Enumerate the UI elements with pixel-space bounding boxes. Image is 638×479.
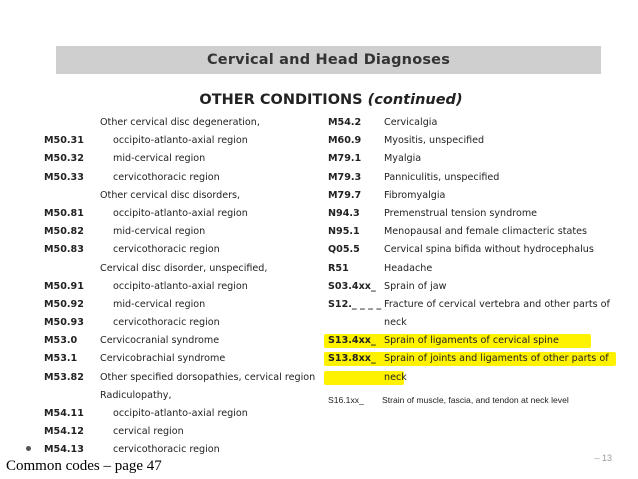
description-cell: Myalgia <box>384 153 422 165</box>
code-row <box>328 241 620 259</box>
code-row <box>328 114 620 132</box>
code-cell <box>44 260 100 278</box>
description-cell: Other cervical disc degeneration, <box>100 117 260 128</box>
code-row <box>44 223 334 241</box>
description-cell: Cervicocranial syndrome <box>100 335 220 347</box>
code-cell: R51 <box>328 262 349 274</box>
description-cell: occipito-atlanto-axial region <box>113 280 248 292</box>
code-row <box>328 223 620 241</box>
code-row <box>44 314 334 332</box>
description-cell: Other cervical disc disorders, <box>100 189 241 201</box>
description-cell: Premenstrual tension syndrome <box>384 207 538 219</box>
code-row <box>328 332 620 350</box>
code-cell: S12._ _ _ _ <box>328 298 382 310</box>
description-cell: cervicothoracic region <box>113 171 220 183</box>
document-page <box>42 34 620 456</box>
code-cell: M79.1 <box>328 153 362 165</box>
banner-title: Cervical and Head Diagnoses <box>56 46 601 74</box>
description-cell: Sprain of ligaments of cervical spine <box>384 335 559 347</box>
code-row <box>44 441 334 459</box>
description-cell: Myositis, unspecified <box>384 135 485 147</box>
code-cell: M54.11 <box>44 408 84 419</box>
description-cell: occipito-atlanto-axial region <box>113 408 248 419</box>
code-cell <box>328 314 384 332</box>
description-cell: cervicothoracic region <box>113 444 220 456</box>
code-cell: M50.81 <box>44 207 84 219</box>
code-cell <box>44 114 100 132</box>
code-cell: M50.93 <box>44 317 84 329</box>
description-cell: Other specified dorsopathies, cervical region <box>100 371 316 383</box>
description-cell: occipito-atlanto-axial region <box>113 207 248 219</box>
code-cell: Q05.5 <box>328 244 360 256</box>
left-column <box>44 114 334 460</box>
code-row <box>328 260 620 278</box>
description-cell: Cervicalgia <box>384 117 438 128</box>
description-cell: Cervicobrachial syndrome <box>100 353 226 365</box>
page-number-value: 13 <box>601 453 612 463</box>
description-cell: Sprain of joints and ligaments of other parts of <box>384 353 609 365</box>
code-cell: S03.4xx_ <box>328 280 376 292</box>
bullet-dot <box>26 446 31 451</box>
code-row <box>44 114 334 132</box>
code-row <box>44 332 334 350</box>
code-row <box>44 150 334 168</box>
description-cell: occipito-atlanto-axial region <box>113 135 248 147</box>
code-row <box>328 187 620 205</box>
code-cell: M50.32 <box>44 153 84 165</box>
code-cell: M50.83 <box>44 244 84 256</box>
code-cell: M54.13 <box>44 444 84 456</box>
code-cell: M50.33 <box>44 171 84 183</box>
description-cell: Cervical disc disorder, unspecified, <box>100 262 268 274</box>
description-cell: Fibromyalgia <box>384 189 446 201</box>
code-cell: M50.82 <box>44 226 84 238</box>
description-cell: mid-cervical region <box>113 226 206 238</box>
code-row <box>328 169 620 187</box>
code-cell: N95.1 <box>328 226 360 238</box>
code-row <box>328 205 620 223</box>
code-row <box>328 278 620 296</box>
code-cell <box>44 387 100 405</box>
code-row <box>44 205 334 223</box>
code-row <box>44 423 334 441</box>
code-cell: M54.2 <box>328 117 362 128</box>
code-row <box>44 278 334 296</box>
code-cell: M79.3 <box>328 171 362 183</box>
section-title-main: OTHER CONDITIONS <box>199 92 363 108</box>
slide-caption: Common codes – page 47 <box>6 458 162 474</box>
slide-frame <box>12 32 626 463</box>
code-cell <box>328 369 384 387</box>
description-cell: Radiculopathy, <box>100 389 172 401</box>
description-cell: mid-cervical region <box>113 298 206 310</box>
description-cell: Headache <box>384 262 433 274</box>
description-cell: Panniculitis, unspecified <box>384 171 500 183</box>
code-row <box>44 260 334 278</box>
code-cell: S13.4xx_ <box>328 335 376 347</box>
added-code-row <box>328 391 620 409</box>
description-cell: cervicothoracic region <box>113 244 220 256</box>
description-cell: Strain of muscle, fascia, and tendon at neck level <box>382 394 569 405</box>
code-row <box>44 132 334 150</box>
section-title-subtitle: (continued) <box>367 92 463 108</box>
code-cell: M60.9 <box>328 135 362 147</box>
code-row <box>44 350 334 368</box>
description-cell: Sprain of jaw <box>384 280 447 292</box>
description-cell: neck <box>384 371 407 383</box>
page-number <box>594 453 612 463</box>
code-row <box>44 296 334 314</box>
code-cell: M50.31 <box>44 135 84 147</box>
section-title <box>42 92 620 108</box>
description-cell: Menopausal and female climacteric states <box>384 226 587 238</box>
code-row <box>44 169 334 187</box>
code-row <box>328 314 620 332</box>
description-cell: cervicothoracic region <box>113 317 220 329</box>
code-row <box>328 132 620 150</box>
code-row <box>44 369 334 387</box>
description-cell: cervical region <box>113 426 184 438</box>
description-cell: Cervical spina bifida without hydrocephalus <box>384 244 594 256</box>
code-cell: M79.7 <box>328 189 362 201</box>
code-cell: M53.1 <box>44 353 78 365</box>
code-row <box>44 241 334 259</box>
description-cell: Fracture of cervical vertebra and other parts of <box>384 298 610 310</box>
right-column <box>328 114 620 409</box>
code-cell: M54.12 <box>44 426 84 438</box>
code-row <box>44 405 334 423</box>
code-cell: N94.3 <box>328 207 360 219</box>
code-row <box>44 387 334 405</box>
code-cell: M50.91 <box>44 280 84 292</box>
code-cell: S16.1xx_ <box>328 394 364 405</box>
code-row <box>328 296 620 314</box>
code-row <box>328 150 620 168</box>
code-row <box>328 369 620 387</box>
description-cell: neck <box>384 317 407 329</box>
code-cell: M50.92 <box>44 298 84 310</box>
code-row <box>328 350 620 368</box>
description-cell: mid-cervical region <box>113 153 206 165</box>
code-cell: S13.8xx_ <box>328 353 376 365</box>
code-cell: M53.82 <box>44 371 84 383</box>
code-row <box>44 187 334 205</box>
code-cell <box>44 187 100 205</box>
page-number-dash: – <box>594 453 602 463</box>
code-cell: M53.0 <box>44 335 78 347</box>
